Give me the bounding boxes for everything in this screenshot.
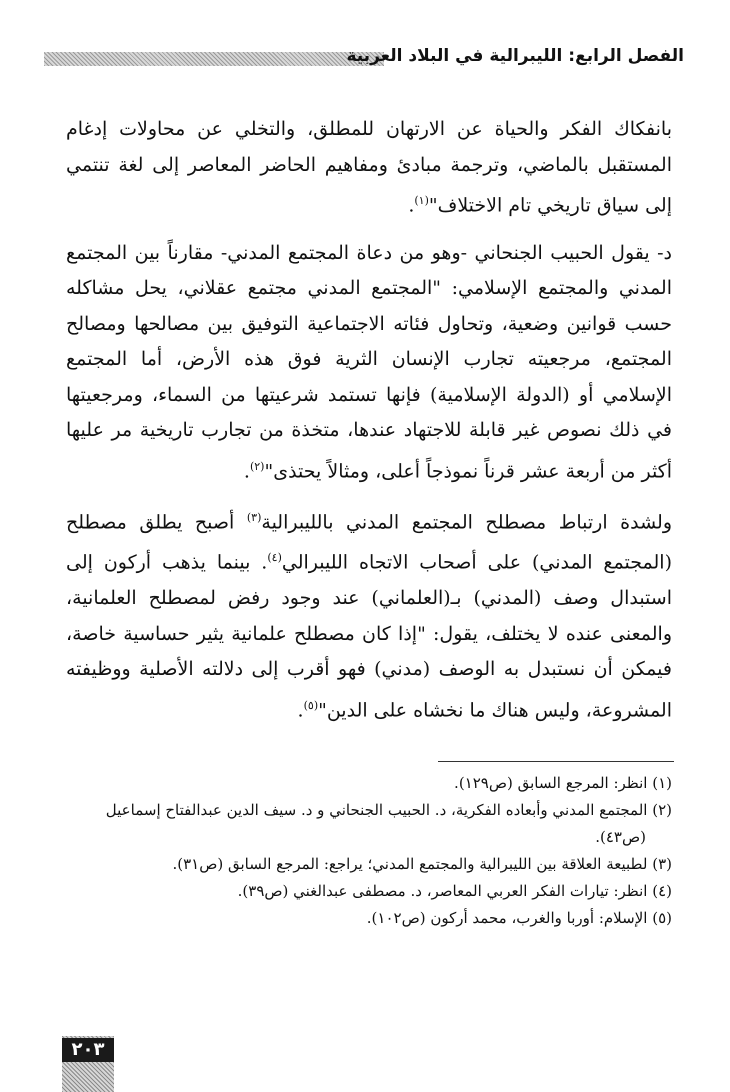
page-number: ٢٠٣ [62, 1038, 114, 1062]
main-text [66, 112, 672, 739]
footnote-5 [66, 905, 672, 932]
footnote-3-text: لطبيعة العلاقة بين الليبرالية والمجتمع المدني؛ يراجع: المرجع السابق (ص٣١). [172, 855, 648, 873]
chapter-title: الفصل الرابع: الليبرالية في البلاد العربية [346, 46, 684, 66]
footnote-ref-2: (٢) [249, 459, 265, 473]
folio-pattern-box [62, 1036, 114, 1092]
footnotes [66, 770, 672, 932]
footnote-ref-3: (٣) [246, 510, 262, 524]
footnote-2-number: (٢) [652, 801, 672, 819]
paragraph-3-part-2: أصبح يطلق مصطلح (المجتمع المدني) على أصحاب الاتجاه الليبرالي [66, 510, 672, 574]
paragraph-1-text: بانفكاك الفكر والحياة عن الارتهان للمطلق، والتخلي عن محاولات إدغام المستقبل بالماضي، وترجمة مبادئ ومفاهيم الحاضر المعاصر إلى لغة تنتمي إلى سياق تاريخي تام الاختلاف" [66, 118, 672, 217]
footnote-4 [66, 878, 672, 905]
footnote-3-number: (٣) [652, 855, 672, 873]
paragraph-3-tail: . [297, 699, 304, 722]
footnote-2-continuation: (ص٤٣). [595, 828, 646, 846]
footnote-4-text: انظر: تيارات الفكر العربي المعاصر، د. مصطفى عبدالغني (ص٣٩). [237, 882, 648, 900]
footnote-separator [438, 761, 674, 762]
footnote-ref-1: (١) [414, 194, 429, 207]
paragraph-3-part-1: ولشدة ارتباط مصطلح المجتمع المدني بالليبرالية [261, 510, 673, 533]
footnote-ref-4: (٤) [267, 551, 282, 565]
footnote-ref-5: (٥) [303, 698, 319, 712]
running-header [44, 40, 684, 82]
footnote-4-number: (٤) [652, 882, 672, 900]
footnote-1 [66, 770, 672, 797]
paragraph-3 [66, 500, 672, 729]
paragraph-2-text: د- يقول الحبيب الجنحاني -وهو من دعاة المجتمع المدني- مقارناً بين المجتمع المدني والمجتمع الإسلامي: "المجتمع المدني مجتمع عقلاني، يحل مشاكله حسب قوانين وضعية، وتحاول فئاته الاجتماعية التوفيق بين مصالحها ومصالح المجتمع، مرجعيته تجارب الإنسان الثرية فوق هذه الأرض، أما المجتمع الإسلامي أو (الدولة الإسلامية) فإنها تستمد شرعيتها من السماء، ومرجعيتها في ذلك نصوص غير قابلة للاجتهاد عندها، متخذة من تجارب تاريخية مر عليها أكثر من أربعة عشر قرناً نموذجاً أعلى، ومثالاً يحتذى" [66, 241, 672, 483]
paragraph-1 [66, 112, 672, 224]
paragraph-1-tail: . [408, 194, 415, 217]
footnote-3 [66, 851, 672, 878]
footnote-2-text: المجتمع المدني وأبعاده الفكرية، د. الحبيب الجنحاني و د. سيف الدين عبدالفتاح إسماعيل [105, 801, 648, 819]
footnote-5-text: الإسلام: أوربا والغرب، محمد أركون (ص١٠٢). [366, 909, 648, 927]
paragraph-2 [66, 236, 672, 490]
header-pattern-bar [44, 52, 384, 66]
footnote-2 [66, 797, 672, 851]
footnote-1-text: انظر: المرجع السابق (ص١٢٩). [454, 774, 648, 792]
paragraph-2-tail: . [243, 460, 250, 483]
footnote-5-number: (٥) [652, 909, 672, 927]
paragraph-3-part-3: . بينما يذهب أركون إلى استبدال وصف (المدني) بـ(العلماني) عند وجود رفض لمصطلح العلمانية، والمعنى عنده لا يختلف، يقول: "إذا كان مصطلح علمانية يثير حساسية خاصة، فيمكن أن نستبدل به الوصف (مدني) فهو أقرب إلى دلالته الأصلية ووظيفته المشروعة، وليس هناك ما نخشاه على الدين" [66, 551, 672, 722]
footnote-1-number: (١) [652, 774, 672, 792]
